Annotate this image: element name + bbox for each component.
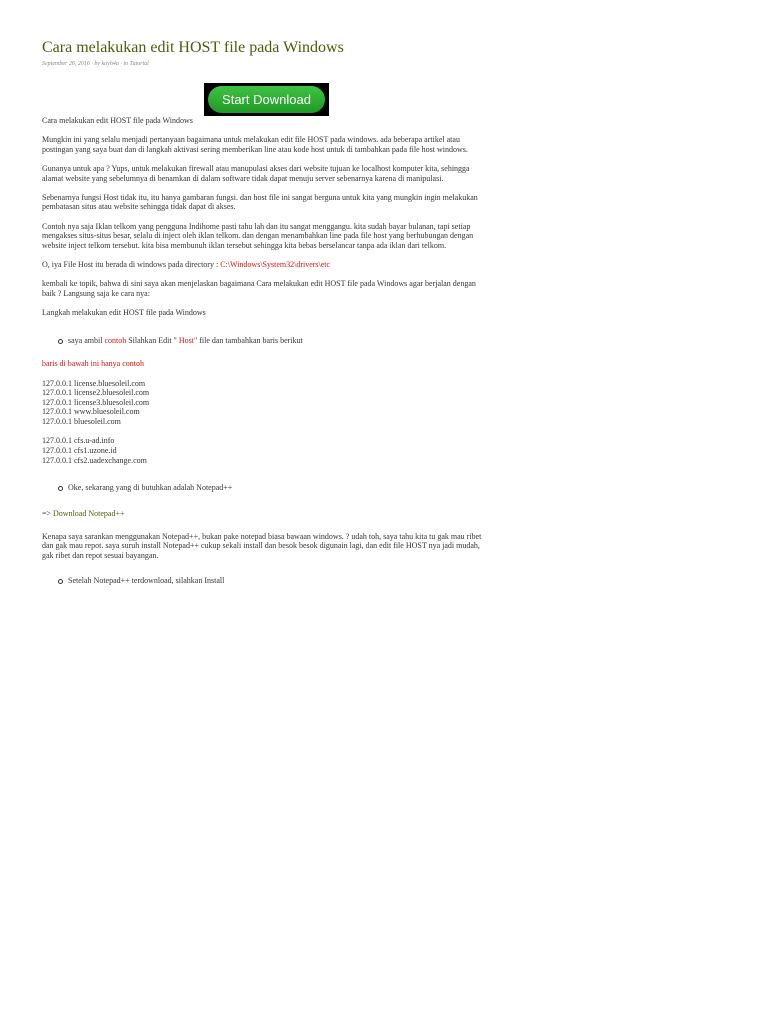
contoh-link[interactable]: contoh xyxy=(104,335,127,345)
hosts-block-2 xyxy=(42,436,489,465)
arrow-text: => xyxy=(42,508,54,518)
list-item-text: saya ambil xyxy=(68,335,105,345)
post-date: September 26, 2016 xyxy=(42,61,90,67)
section-heading: Langkah melakukan edit HOST file pada Windows xyxy=(42,308,206,318)
download-notepad-link[interactable]: Download Notepad++ xyxy=(53,508,125,518)
hosts-line: 127.0.0.1 license2.bluesoleil.com xyxy=(42,388,150,398)
paragraph: Gunanya untuk apa ? Yups, untuk melakukan firewall atau manupulasi akses dari website tujuan ke localhost komputer kita, sehingga alamat website yang sebelumnya di benamkan di dalam software tidak dapat menuju server sebenarnya karena di manipulasi. xyxy=(42,164,470,183)
directory-text: O, iya File Host itu berada di windows pada directory : xyxy=(42,260,221,270)
paragraph: kembali ke topik, bahwa di sini saya akan menjelaskan bagaimana Cara melakukan edit HOST file pada Windows agar berjalan dengan baik ? Langsung saja ke cara nya: xyxy=(42,279,476,298)
start-download-button[interactable] xyxy=(204,83,329,116)
article-meta xyxy=(42,60,489,68)
article-body xyxy=(42,116,489,596)
hosts-block-1 xyxy=(42,379,489,427)
paragraph: Kenapa saya sarankan menggunakan Notepad++, bukan pake notepad biasa bawaan windows. ? udah toh, saya tahu kita tu gak mau ribet dan gak mau repot. saya suruh install Notepad++ cukup sekali install dan besok besok digunain lagi, dan edit file HOST nya jadi mudah, gak ribet dan repot sesuai bayangan. xyxy=(42,532,482,560)
paragraph: Sebenarnya fungsi Host tidak itu, itu hanya gambaran fungsi. dan host file ini sangat berguna untuk kita yang mungkin ingin melakukan pembatasan situs atau website sehingga tidak dapat di akses. xyxy=(42,193,478,212)
intro-line: Cara melakukan edit HOST file pada Windows xyxy=(42,116,193,125)
paragraph: Contoh nya saja Iklan telkom yang pengguna Indihome pasti tahu lah dan itu sangat menggangu. kita sudah bayar bulanan, tapi setiap mengakses situs-situs besar, selalu di inject oleh iklan telkom. dan dengan menambahkan line pada file host yang berhubungan dengan website inject telkom tersebut. kita bisa membunuh iklan tersebut sehingga kita bebas berselancar tanpa ada iklan dari telkom. xyxy=(42,221,474,250)
hosts-line: 127.0.0.1 bluesoleil.com xyxy=(42,416,121,426)
directory-path: C:\Windows\System32\drivers\etc xyxy=(220,260,331,270)
hosts-line: 127.0.0.1 cfs.u-ad.info xyxy=(42,436,115,446)
article-title[interactable]: Cara melakukan edit HOST file pada Windows xyxy=(42,39,344,56)
article xyxy=(42,38,489,586)
paragraph: Mungkin ini yang selalu menjadi pertanyaan bagaimana untuk melakukan edit file HOST pada windows. ada beberapa artikel atau postingan yang saya buat dan di langkah aktivasi sering memberikan line atau kode host untuk di tambahkan pada file host windows. xyxy=(42,135,468,154)
host-link[interactable]: Host xyxy=(178,335,194,345)
list-item: Setelah Notepad++ terdownload, silahkan Install xyxy=(68,576,489,585)
hosts-line: 127.0.0.1 license3.bluesoleil.com xyxy=(42,397,150,407)
hosts-line: 127.0.0.1 www.bluesoleil.com xyxy=(42,407,140,417)
steps-list xyxy=(42,336,489,345)
hosts-line: 127.0.0.1 cfs1.uzone.id xyxy=(42,446,117,456)
list-item: Oke, sekarang yang di butuhkan adalah Notepad++ xyxy=(68,483,489,492)
category-link[interactable]: Tutorial xyxy=(129,61,149,67)
list-item-text: " file dan tambahkan baris berikut xyxy=(193,335,303,345)
example-note: baris di bawah ini hanya contoh xyxy=(42,359,144,369)
steps-list-2 xyxy=(42,483,489,492)
list-item-text: Silahkan Edit " xyxy=(126,335,179,345)
list-item xyxy=(68,336,489,345)
steps-list-3 xyxy=(42,576,489,585)
hosts-line: 127.0.0.1 license.bluesoleil.com xyxy=(42,378,146,388)
meta-separator: · by xyxy=(89,61,102,67)
paragraph-directory xyxy=(42,260,489,269)
download-banner xyxy=(204,83,329,116)
author-link[interactable]: kayh4a xyxy=(101,61,119,67)
start-download-label: Start Download xyxy=(208,86,325,113)
hosts-line: 127.0.0.1 cfs2.uadexchange.com xyxy=(42,455,147,465)
meta-separator: · in xyxy=(118,61,130,67)
download-line xyxy=(42,509,489,518)
